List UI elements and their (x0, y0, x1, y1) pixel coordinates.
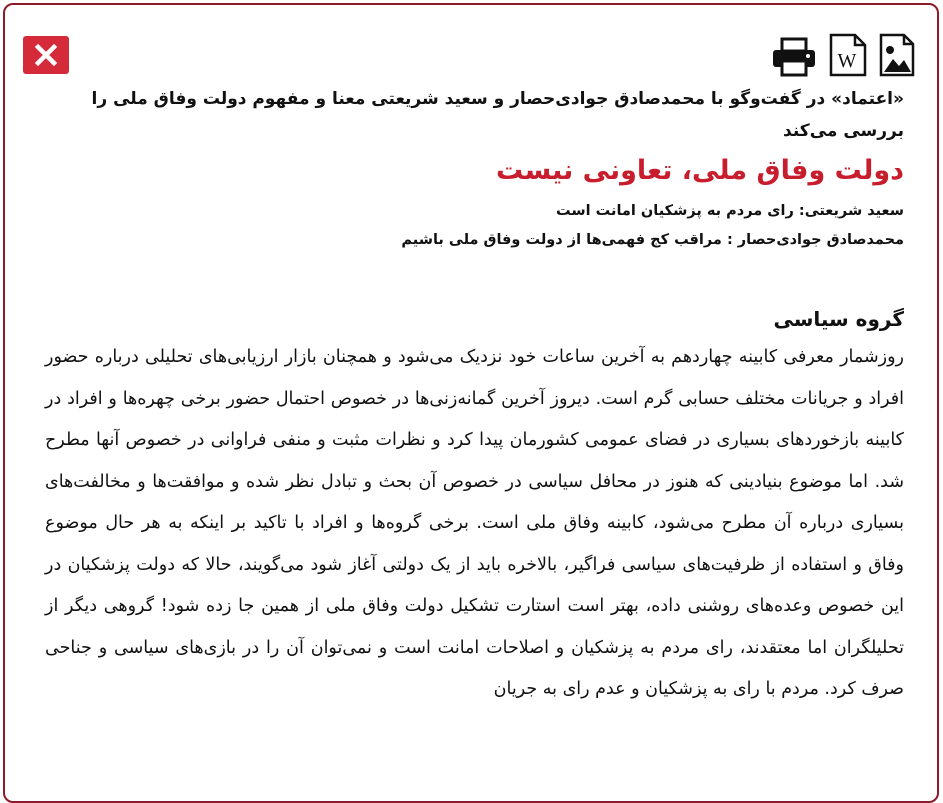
article-subtitle-1: سعید شریعتی: رای مردم به پزشکیان امانت است (556, 203, 904, 219)
printer-icon (771, 37, 817, 77)
word-letter: W (837, 50, 857, 72)
article-title: دولت وفاق ملی، تعاونی نیست (496, 155, 904, 186)
article-subtitle-2: محمدصادق جوادی‌حصار : مراقب کج فهمی‌ها از دولت وفاق ملی باشیم (401, 232, 904, 248)
article-content (45, 83, 904, 711)
article-frame (3, 3, 939, 803)
article-body: روزشمار معرفی کابینه چهاردهم به آخرین ساعات خود نزدیک می‌شود و همچنان بازار ارزیابی‌های تحلیلی درباره حضور افراد و جریانات مختلف حسابی گرم است. دیروز آخرین گمانه‌زنی‌ها در خصوص احتمال حضور برخی چهره‌ها و افراد در کابینه بازخوردهای بسیاری در فضای عمومی کشورمان پیدا کرد و نظرات مثبت و منفی فراوانی در خصوص آنها مطرح شد. اما موضوع بنیادینی که هنوز در محافل سیاسی در خصوص آن بحث و تبادل نظر شده و موافقت‌ها و مخالفت‌های بسیاری درباره آن مطرح می‌شود، کابینه وفاق ملی است. برخی گروه‌ها و افراد با تاکید بر اینکه به هر حال موضوع وفاق و استفاده از ظرفیت‌های سیاسی فراگیر، بالاخره باید از یک دولتی آغاز شود می‌گویند، حالا که دولت پزشکیان در این خصوص وعده‌های روشنی داده، بهتر است استارت تشکیل دولت وفاق ملی از همین جا زده شود! گروهی دیگر از تحلیلگران اما معتقدند، رای مردم به پزشکیان و اصلاحات امانت است و نمی‌توان آن را در بازی‌های سیاسی و جناحی صرف کرد. مردم با رای به پزشکیان و عدم رای به جریان (45, 347, 904, 699)
print-button[interactable] (771, 37, 817, 77)
word-document-icon (829, 33, 867, 77)
close-button[interactable] (23, 36, 69, 74)
close-icon (34, 43, 58, 67)
save-image-button[interactable] (879, 33, 915, 77)
article-lead: «اعتماد» در گفت‌وگو با محمدصادق جوادی‌حصار و سعید شریعتی معنا و مفهوم دولت وفاق ملی را بررسی می‌کند (91, 89, 904, 141)
save-word-button[interactable] (829, 33, 867, 77)
image-icon (879, 33, 915, 77)
section-heading: گروه سیاسی (773, 307, 904, 331)
